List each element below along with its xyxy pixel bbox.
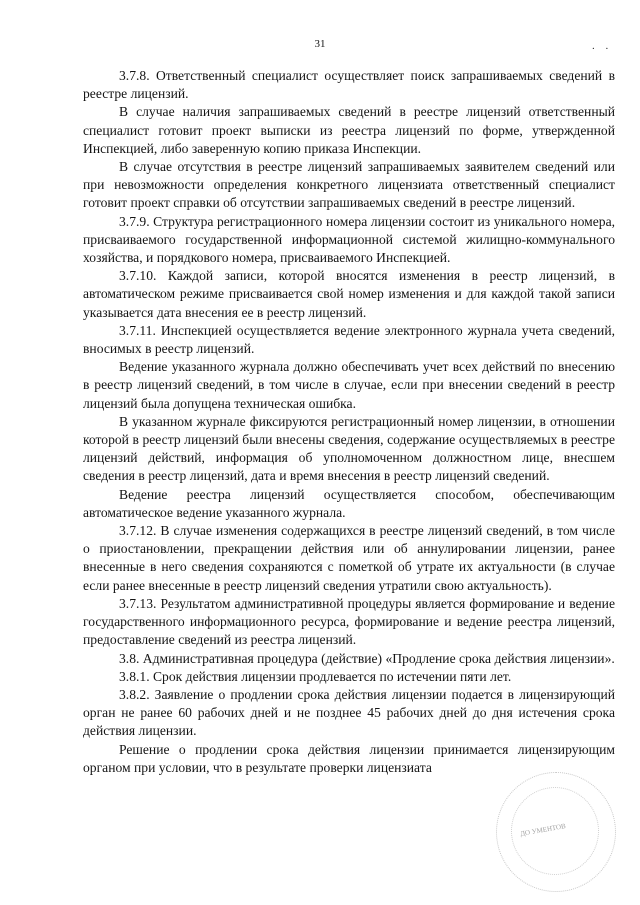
paragraph-3-7-9: 3.7.9. Структура регистрационного номера лицензии состоит из уникального номера, присваиваемого государственной информационной системой жилищно-коммунального хозяйства, и порядкового номера, присваиваемого Инспекцией. (83, 213, 615, 266)
paragraph-3-8-1: 3.8.1. Срок действия лицензии продлевается по истечении пяти лет. (119, 668, 512, 684)
paragraph-3-7-11: 3.7.11. Инспекцией осуществляется ведение электронного журнала учета сведений, вносимых в реестр лицензий. (83, 322, 615, 357)
paragraph-journal-accounting: Ведение указанного журнала должно обеспечивать учет всех действий по внесению в реестр лицензий сведений, в том числе в случае, если при внесении сведений в реестр лицензий была допущена техническая ошибка. (83, 359, 615, 411)
paragraph-extension-decision: Решение о продлении срока действия лицензии принимается лицензирующим органом при условии, что в результате проверки лицензиата (83, 741, 615, 775)
paragraph-3-8-2: 3.8.2. Заявление о продлении срока действия лицензии подается в лицензирующий орган не ранее 60 рабочих дней и не позднее 45 рабочих дней до дня истечения срока действия лицензии. (83, 686, 615, 739)
paragraph-3-7-10: 3.7.10. Каждой записи, которой вносятся изменения в реестр лицензий, в автоматическом режиме присваивается свой номер изменения и для каждой такой записи указывается дата внесения ее в реестр лицензий. (83, 268, 615, 320)
paragraph-3-7-12: 3.7.12. В случае изменения содержащихся в реестре лицензий сведений, в том числе о приостановлении, прекращении действия или об аннулировании лицензии, ранее внесенные в него сведения сохраняются с пометкой об утрате их актуальности (в случае если ранее внесенные в реестр лицензий сведения утратили свою актуальность). (83, 523, 615, 593)
paragraph-journal-automation: Ведение реестра лицензий осуществляется способом, обеспечивающим автоматическое ведение указанного журнала. (83, 486, 615, 520)
paragraph-absence-certificate: В случае отсутствия в реестре лицензий запрашиваемых заявителем сведений или при невозможности определения конкретного лицензиата ответственный специалист готовит проект справки об отсутствии запрашиваемых сведений в реестре лицензий. (83, 159, 615, 211)
document-body (83, 67, 615, 777)
stamp-text: ДО УМЕНТОВ (519, 822, 567, 838)
page-number: 31 (314, 38, 326, 50)
official-stamp (496, 772, 616, 892)
paragraph-3-7-13: 3.7.13. Результатом административной процедуры является формирование и ведение государственного информационного ресурса, формирование и ведение реестра лицензий, предоставление сведений из реестра лицензий. (83, 595, 615, 648)
paragraph-3-7-8: 3.7.8. Ответственный специалист осуществляет поиск запрашиваемых сведений в реестре лицензий. (83, 68, 615, 102)
paragraph-journal-records: В указанном журнале фиксируются регистрационный номер лицензии, в отношении которой в реестр лицензий были внесены сведения, содержание осуществляемых в реестре лицензий действий, информация об уполномоченном должностном лице, внесшем сведения в реестр лицензий, дата и время внесения в реестр лицензий сведений. (83, 413, 615, 484)
paragraph-3-8: 3.8. Административная процедура (действие) «Продление срока действия лицензии». (119, 650, 615, 666)
corner-mark: . . (592, 40, 613, 52)
paragraph-extract-preparation: В случае наличия запрашиваемых сведений в реестре лицензий ответственный специалист готовит проект выписки из реестра лицензий по форме, утвержденной Инспекцией, либо заверенную копию приказа Инспекции. (83, 104, 615, 156)
